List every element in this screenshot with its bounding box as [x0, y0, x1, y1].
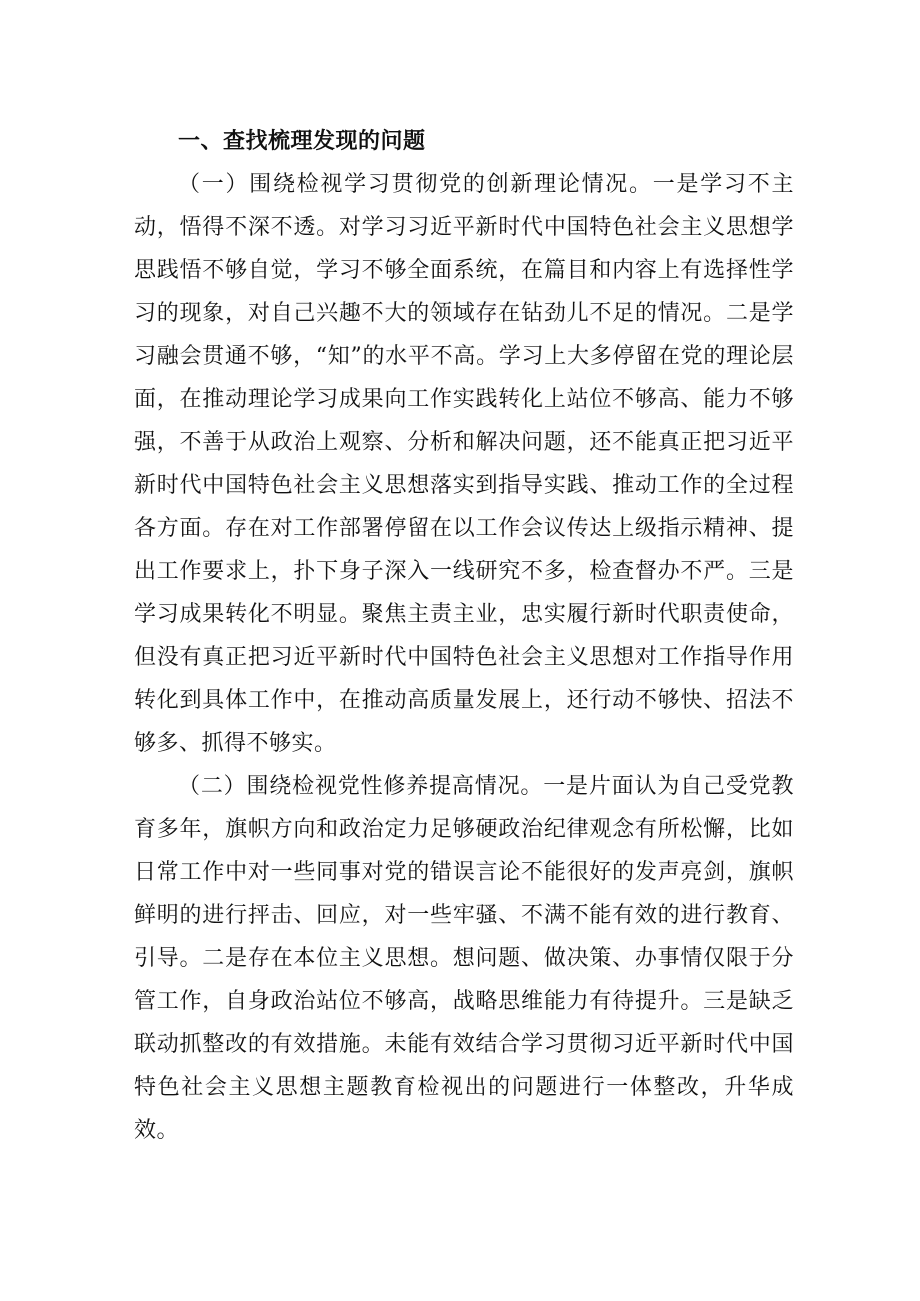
paragraph-2: （二）围绕检视党性修养提高情况。一是片面认为自己受党教育多年，旗帜方向和政治定力足够硬政治纪律观念有所松懈，比如日常工作中对一些同事对党的错误言论不能很好的发声亮剑，旗帜鲜明的进行抨击、回应，对一些牢骚、不满不能有效的进行教育、引导。二是存在本位主义思想。想问题、做决策、办事情仅限于分管工作，自身政治站位不够高，战略思维能力有待提升。三是缺乏联动抓整改的有效措施。未能有效结合学习贯彻习近平新时代中国特色社会主义思想主题教育检视出的问题进行一体整改，升华成效。 [134, 774, 794, 1143]
document-body [134, 120, 794, 1152]
section-heading: 一、查找梳理发现的问题 [178, 129, 426, 154]
paragraph-1: （一）围绕检视学习贯彻党的创新理论情况。一是学习不主动，悟得不深不透。对学习习近平新时代中国特色社会主义思想学思践悟不够自觉，学习不够全面系统，在篇目和内容上有选择性学习的现象，对自己兴趣不大的领域存在钻劲儿不足的情况。二是学习融会贯通不够，“知”的水平不高。学习上大多停留在党的理论层面，在推动理论学习成果向工作实践转化上站位不够高、能力不够强，不善于从政治上观察、分析和解决问题，还不能真正把习近平新时代中国特色社会主义思想落实到指导实践、推动工作的全过程各方面。存在对工作部署停留在以工作会议传达上级指示精神、提出工作要求上，扑下身子深入一线研究不多，检查督办不严。三是学习成果转化不明显。聚焦主责主业，忠实履行新时代职责使命，但没有真正把习近平新时代中国特色社会主义思想对工作指导作用转化到具体工作中，在推动高质量发展上，还行动不够快、招法不够多、抓得不够实。 [134, 172, 794, 756]
